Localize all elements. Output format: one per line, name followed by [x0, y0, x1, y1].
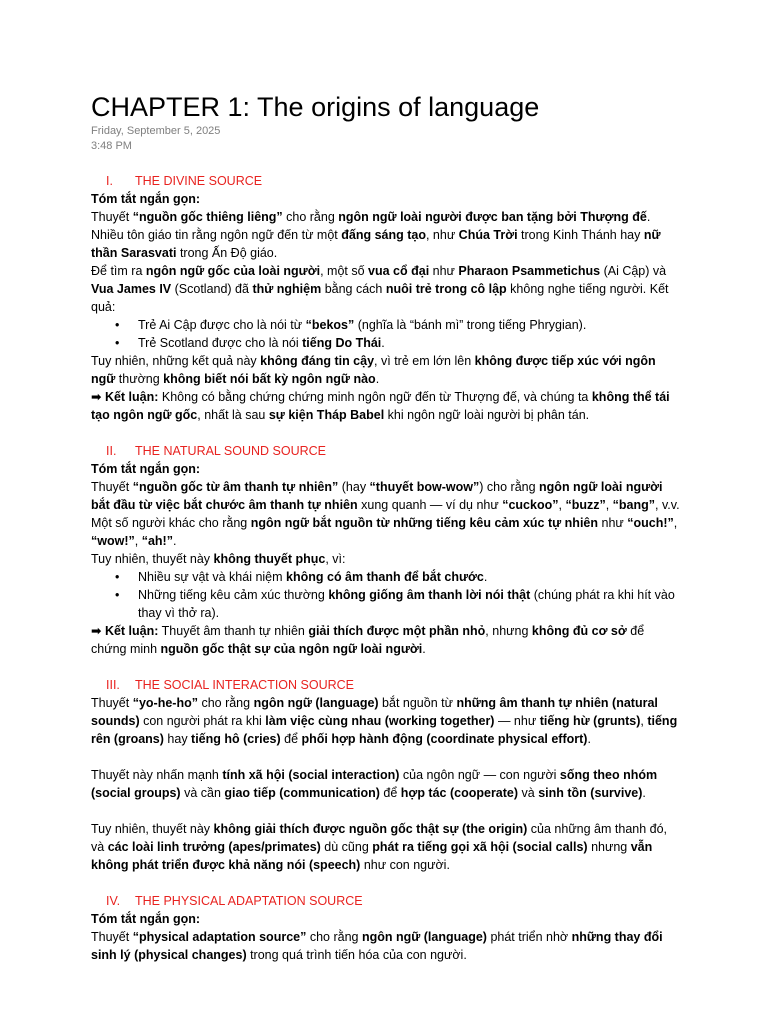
bold-text: không thể tái tạo ngôn ngữ gốc	[91, 390, 670, 422]
bold-text: tiếng hô (cries)	[191, 732, 281, 746]
bold-text: “nguồn gốc thiêng liêng”	[132, 210, 283, 224]
text-run: Tuy nhiên, những kết quả này	[91, 354, 261, 368]
text-run: khi ngôn ngữ loài người bị phân tán.	[384, 408, 590, 422]
paragraph	[91, 226, 681, 262]
summary-label: Tóm tắt ngắn gọn:	[91, 462, 201, 476]
text-run: Thuyết	[91, 480, 133, 494]
text-run: ,	[558, 498, 566, 512]
bold-text: thử nghiệm	[252, 282, 322, 296]
bold-text: tiếng Do Thái	[302, 336, 382, 350]
text-run: .	[646, 210, 651, 224]
bold-text: những thay đổi sinh lý (physical changes)	[91, 930, 663, 962]
text-run: nhưng	[587, 840, 631, 854]
section-number: II.	[106, 444, 117, 458]
paragraph	[91, 550, 681, 568]
text-run: .	[587, 732, 591, 746]
bold-text: vua cổ đại	[368, 264, 430, 278]
section-divine-source	[91, 172, 681, 424]
bold-text: “bekos”	[305, 318, 355, 332]
text-run: Những tiếng kêu cảm xúc thường	[138, 588, 329, 602]
text-run: phát triển nhờ	[486, 930, 572, 944]
text-run: cho rằng	[197, 696, 254, 710]
text-run: của ngôn ngữ — con người	[399, 768, 560, 782]
bold-text: không biết nói bất kỳ ngôn ngữ nào	[163, 372, 376, 386]
text-run: xung quanh — ví dụ như	[357, 498, 503, 512]
section-natural-sound-source	[91, 442, 681, 658]
bold-text: giải thích được một phần nhỏ	[308, 624, 486, 638]
text-run: để chứng minh	[91, 624, 645, 656]
bold-text: tính xã hội (social interaction)	[222, 768, 400, 782]
paragraph	[91, 352, 681, 388]
text-run: (Scotland) đã	[171, 282, 253, 296]
text-run: (Ai Cập) và	[600, 264, 667, 278]
section-title: THE DIVINE SOURCE	[135, 174, 263, 188]
paragraph	[91, 514, 681, 550]
text-run: , nhưng	[485, 624, 532, 638]
text-run: .	[375, 372, 380, 386]
bold-text: ➡ Kết luận:	[91, 390, 159, 404]
bold-text: Vua James IV	[91, 282, 172, 296]
text-run: để	[280, 732, 302, 746]
text-run: Thuyết	[91, 210, 133, 224]
bold-text: tiếng hừ (grunts)	[539, 714, 641, 728]
note-body[interactable]	[91, 172, 681, 964]
text-run: Để tìm ra	[91, 264, 146, 278]
bold-text: ngôn ngữ loài người bắt đầu từ việc bắt chước âm thanh tự nhiên	[91, 480, 663, 512]
page-time: 3:48 PM	[91, 140, 132, 152]
text-run: , vì trẻ em lớn lên	[374, 354, 475, 368]
conclusion-paragraph	[91, 622, 681, 658]
section-heading	[91, 172, 681, 190]
summary-label: Tóm tắt ngắn gọn:	[91, 912, 201, 926]
bold-text: ngôn ngữ (language)	[253, 696, 379, 710]
text-run: ,	[640, 714, 648, 728]
text-run: Không có bằng chứng chứng minh ngôn ngữ đến từ Thượng đế, và chúng ta	[158, 390, 592, 404]
text-run: và cần	[180, 786, 225, 800]
bold-text: ngôn ngữ gốc của loài người	[145, 264, 321, 278]
text-run: .	[381, 336, 385, 350]
text-run: Trẻ Scotland được cho là nói	[138, 336, 303, 350]
section-number: IV.	[106, 894, 121, 908]
text-run: trong Kinh Thánh hay	[517, 228, 644, 242]
list-item	[91, 586, 681, 622]
text-run: , nhất là sau	[197, 408, 269, 422]
text-run: Một số người khác cho rằng	[91, 516, 251, 530]
bold-text: các loài linh trưởng (apes/primates)	[107, 840, 321, 854]
bold-text: “yo-he-ho”	[132, 696, 198, 710]
bold-text: nuôi trẻ trong cô lập	[385, 282, 507, 296]
bold-text: không đủ cơ sở	[531, 624, 627, 638]
text-run: như	[429, 264, 459, 278]
text-run: cho rằng	[282, 210, 339, 224]
text-run: (nghĩa là “bánh mì” trong tiếng Phrygian).	[354, 318, 587, 332]
text-run: ) cho rằng	[479, 480, 540, 494]
summary-label: Tóm tắt ngắn gọn:	[91, 192, 201, 206]
section-heading	[91, 892, 681, 910]
bold-text: sự kiện Tháp Babel	[268, 408, 385, 422]
bold-text: vẫn không phát triển được khả năng nói (speech)	[91, 840, 653, 872]
text-run: .	[422, 642, 426, 656]
text-run: trong quá trình tiến hóa của con người.	[246, 948, 467, 962]
section-number: I.	[106, 174, 113, 188]
section-number: III.	[106, 678, 120, 692]
bold-text: hợp tác (cooperate)	[400, 786, 519, 800]
conclusion-paragraph	[91, 388, 681, 424]
text-run: Trẻ Ai Cập được cho là nói từ	[138, 318, 306, 332]
bold-text: “wow!”	[91, 534, 135, 548]
text-run: như	[598, 516, 628, 530]
bold-text: ngôn ngữ loài người được ban tặng bởi Thượng đế	[338, 210, 647, 224]
text-run: Thuyết	[91, 930, 133, 944]
page-title: CHAPTER 1: The origins of language	[91, 92, 540, 122]
section-physical-adaptation-source	[91, 892, 681, 964]
bold-text: nữ thần Sarasvati	[91, 228, 661, 260]
bullet-list	[91, 316, 681, 352]
text-run: Tuy nhiên, thuyết này	[91, 822, 214, 836]
bold-text: sinh tồn (survive)	[538, 786, 643, 800]
bold-text: không đáng tin cậy	[260, 354, 375, 368]
text-run: (hay	[338, 480, 370, 494]
bold-text: tiếng rên (groans)	[91, 714, 678, 746]
text-run: .	[642, 786, 646, 800]
text-run: dù cũng	[320, 840, 373, 854]
bold-text: không giải thích được nguồn gốc thật sự (the origin)	[213, 822, 528, 836]
text-run: , v.v.	[655, 498, 680, 512]
bold-text: không giống âm thanh lời nói thật	[328, 588, 531, 602]
paragraph	[91, 694, 681, 748]
bold-text: “cuckoo”	[502, 498, 559, 512]
text-run: Nhiều sự vật và khái niệm	[138, 570, 287, 584]
page-date: Friday, September 5, 2025	[91, 125, 221, 137]
list-item	[91, 568, 681, 586]
bold-text: sống theo nhóm (social groups)	[91, 768, 658, 800]
bold-text: phát ra tiếng gọi xã hội (social calls)	[372, 840, 588, 854]
text-run: (chúng phát ra khi hít vào thay vì thở ra).	[138, 588, 675, 620]
list-item	[91, 316, 681, 334]
text-run: trong Ấn Độ giáo.	[176, 246, 278, 260]
section-title: THE PHYSICAL ADAPTATION SOURCE	[135, 894, 363, 908]
bold-text: nguồn gốc thật sự của ngôn ngữ loài người	[160, 642, 423, 656]
text-run: , một số	[320, 264, 369, 278]
text-run: Nhiều tôn giáo tin rằng ngôn ngữ đến từ một	[91, 228, 342, 242]
page-timestamp	[91, 124, 220, 154]
text-run: ,	[134, 534, 142, 548]
bold-text: làm việc cùng nhau (working together)	[265, 714, 495, 728]
bold-text: Pharaon Psammetichus	[458, 264, 601, 278]
text-run: như con người.	[360, 858, 450, 872]
text-run: và	[518, 786, 539, 800]
text-run: ,	[605, 498, 613, 512]
bold-text: Chúa Trời	[458, 228, 518, 242]
text-run: thường	[115, 372, 164, 386]
text-run: , vì:	[325, 552, 346, 566]
text-run: , như	[425, 228, 459, 242]
paragraph	[91, 262, 681, 316]
bold-text: không thuyết phục	[213, 552, 326, 566]
bold-text: “ah!”	[141, 534, 173, 548]
bold-text: phối hợp hành động (coordinate physical effort)	[301, 732, 588, 746]
bold-text: ➡ Kết luận:	[91, 624, 159, 638]
bold-text: “physical adaptation source”	[132, 930, 307, 944]
section-heading	[91, 442, 681, 460]
paragraph	[91, 766, 681, 802]
text-run: để	[379, 786, 401, 800]
text-run: không nghe tiếng người. Kết quả:	[91, 282, 669, 314]
section-heading	[91, 676, 681, 694]
paragraph	[91, 208, 681, 226]
text-run: Thuyết âm thanh tự nhiên	[158, 624, 309, 638]
text-run: Thuyết này nhấn mạnh	[91, 768, 223, 782]
bold-text: “ouch!”	[627, 516, 674, 530]
text-run: .	[483, 570, 488, 584]
bold-text: không có âm thanh để bắt chước	[286, 570, 484, 584]
bold-text: ngôn ngữ bắt nguồn từ những tiếng kêu cảm xúc tự nhiên	[250, 516, 599, 530]
paragraph	[91, 820, 681, 874]
bold-text: đấng sáng tạo	[341, 228, 426, 242]
text-run: bằng cách	[321, 282, 386, 296]
text-run: Thuyết	[91, 696, 133, 710]
bold-text: “thuyết bow-wow”	[369, 480, 480, 494]
bold-text: “buzz”	[565, 498, 606, 512]
bullet-list	[91, 568, 681, 622]
bold-text: “bang”	[612, 498, 656, 512]
bold-text: ngôn ngữ (language)	[361, 930, 487, 944]
text-run: Tuy nhiên, thuyết này	[91, 552, 214, 566]
bold-text: “nguồn gốc từ âm thanh tự nhiên”	[132, 480, 339, 494]
text-run: — như	[494, 714, 540, 728]
text-run: cho rằng	[306, 930, 362, 944]
paragraph	[91, 478, 681, 514]
paragraph	[91, 928, 681, 964]
text-run: của những âm thanh đó, và	[91, 822, 668, 854]
section-social-interaction-source	[91, 676, 681, 874]
text-run: hay	[163, 732, 192, 746]
bold-text: không được tiếp xúc với ngôn ngữ	[91, 354, 656, 386]
section-title: THE SOCIAL INTERACTION SOURCE	[135, 678, 355, 692]
bold-text: những âm thanh tự nhiên (natural sounds)	[91, 696, 658, 728]
text-run: con người phát ra khi	[139, 714, 266, 728]
list-item	[91, 334, 681, 352]
section-title: THE NATURAL SOUND SOURCE	[135, 444, 326, 458]
text-run: bắt nguồn từ	[378, 696, 457, 710]
text-run: .	[172, 534, 177, 548]
bold-text: giao tiếp (communication)	[224, 786, 380, 800]
text-run: ,	[673, 516, 678, 530]
